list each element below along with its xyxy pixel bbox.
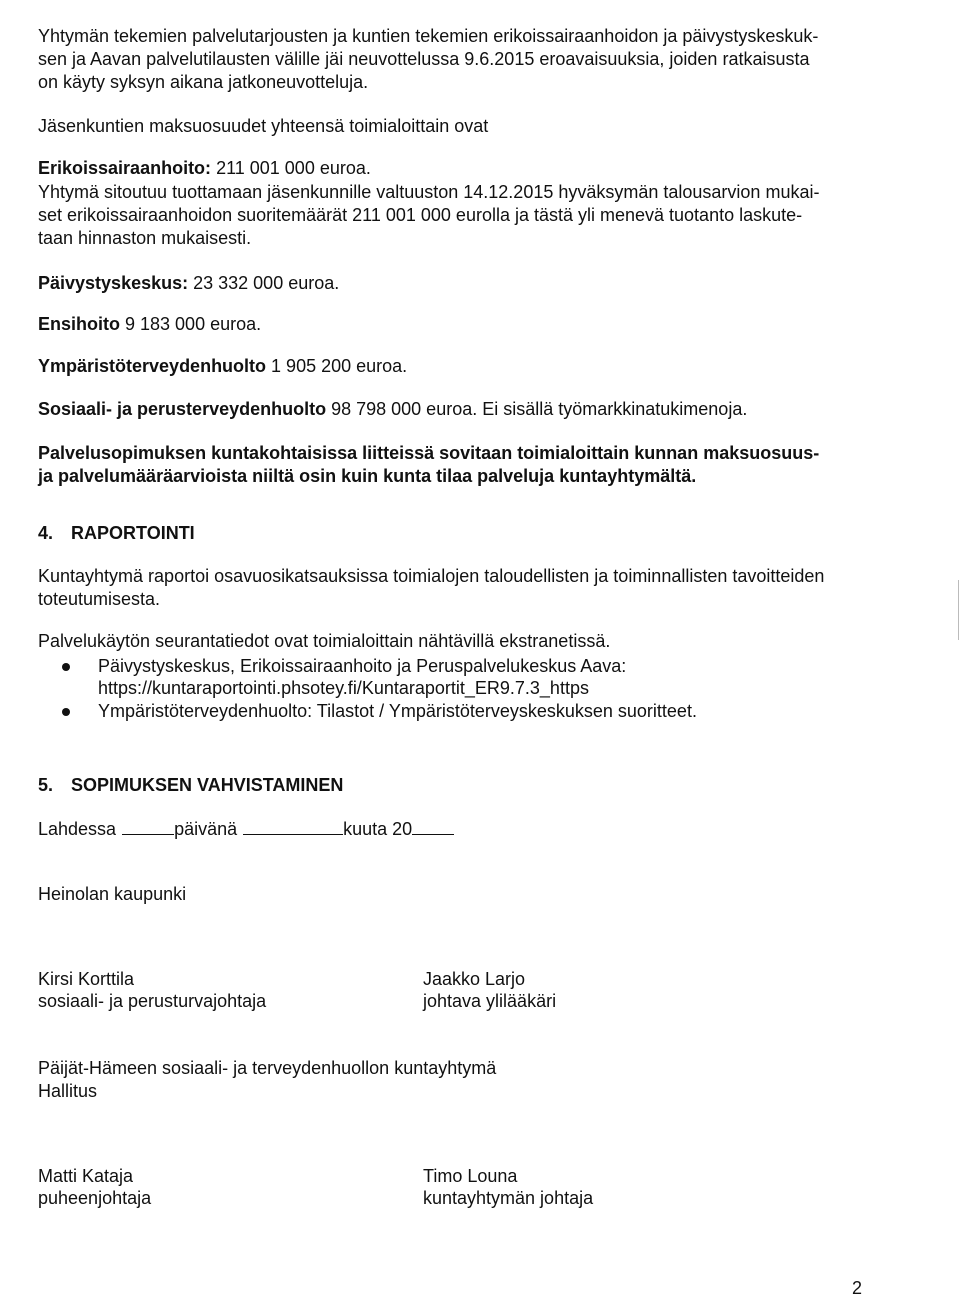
signer-name: Timo Louna xyxy=(423,1166,518,1186)
environment-label: Ympäristöterveydenhuolto xyxy=(38,356,267,376)
signer-name: Jaakko Larjo xyxy=(423,969,526,989)
section-4-title: RAPORTOINTI xyxy=(71,523,195,543)
signature-block xyxy=(423,968,556,1012)
signature-block xyxy=(38,968,266,1012)
first-aid-line xyxy=(38,313,261,335)
signer-name: Matti Kataja xyxy=(38,1166,134,1186)
service-agreement-line: ja palvelumääräarvioista niiltä osin kuin kunta tilaa palveluja kuntayhtymältä. xyxy=(38,466,697,486)
specialist-text: taan hinnaston mukaisesti. xyxy=(38,228,252,248)
bullet-icon xyxy=(62,708,70,716)
signature-block xyxy=(38,1165,151,1209)
section-4-heading xyxy=(38,522,195,544)
reporting-text: Kuntayhtymä raportoi osavuosikatsauksissa toimialojen taloudellisten ja toiminnallisten tavoitteiden xyxy=(38,566,825,586)
specialist-text: Yhtymä sitoutuu tuottamaan jäsenkunnille valtuuston 14.12.2015 hyväksymän talousarvion mukai- xyxy=(38,182,820,202)
intro-line: Yhtymän tekemien palvelutarjousten ja kuntien tekemien erikoissairaanhoidon ja päivystyskeskuk- xyxy=(38,26,819,46)
specialist-amount-line xyxy=(38,157,371,179)
signer-role: kuntayhtymän johtaja xyxy=(423,1188,594,1208)
report-link-text: https://kuntaraportointi.phsotey.fi/Kuntaraportit_ER9.7.3_https xyxy=(98,678,589,698)
day-blank xyxy=(122,818,174,835)
environment-amount: 1 905 200 euroa. xyxy=(266,356,408,376)
bullet-item-text: Päivystyskeskus, Erikoissairaanhoito ja Peruspalvelukeskus Aava: xyxy=(98,656,627,676)
month-label: kuuta 20 xyxy=(343,819,413,839)
emergency-line xyxy=(38,272,339,294)
federation-board: Hallitus xyxy=(38,1081,98,1101)
section-5-number: 5. xyxy=(38,775,54,795)
bullet-item-text: Ympäristöterveydenhuolto: Tilastot / Ympäristöterveyskeskuksen suoritteet. xyxy=(98,701,697,721)
social-amount: 98 798 000 euroa. Ei sisällä työmarkkinatukimenoja. xyxy=(326,399,748,419)
intro-line: sen ja Aavan palvelutilausten välille jäi neuvottelussa 9.6.2015 eroavaisuuksia, joiden ratkaisusta xyxy=(38,49,810,69)
bullet-icon xyxy=(62,663,70,671)
section-5-title: SOPIMUKSEN VAHVISTAMINEN xyxy=(71,775,344,795)
monitoring-text: Palvelukäytön seurantatiedot ovat toimialoittain nähtävillä ekstranetissä. xyxy=(38,631,611,651)
environment-line xyxy=(38,355,407,377)
service-agreement-line: Palvelusopimuksen kuntakohtaisissa liitteissä sovitaan toimialoittain kunnan maksuosuus- xyxy=(38,443,820,463)
year-blank xyxy=(412,818,454,835)
emergency-label: Päivystyskeskus: xyxy=(38,273,189,293)
first-aid-label: Ensihoito xyxy=(38,314,120,334)
day-label: päivänä xyxy=(174,819,238,839)
intro-line: on käyty syksyn aikana jatkoneuvotteluja. xyxy=(38,72,369,92)
signer-role: puheenjohtaja xyxy=(38,1188,152,1208)
specialist-amount: 211 001 000 euroa. xyxy=(211,158,371,178)
signer-role: johtava ylilääkäri xyxy=(423,991,557,1011)
social-line xyxy=(38,398,747,420)
first-aid-amount: 9 183 000 euroa. xyxy=(120,314,262,334)
federation-name: Päijät-Hämeen sosiaali- ja terveydenhuollon kuntayhtymä xyxy=(38,1058,497,1078)
signer-role: sosiaali- ja perusturvajohtaja xyxy=(38,991,267,1011)
scan-edge-line xyxy=(958,580,959,640)
specialist-text: set erikoissairaanhoidon suoritemäärät 211 001 000 eurolla ja tästä yli menevä tuotanto laskute- xyxy=(38,205,803,225)
section-5-heading xyxy=(38,774,343,796)
signature-block xyxy=(423,1165,593,1209)
signing-place-date xyxy=(38,818,454,840)
reporting-text: toteutumisesta. xyxy=(38,589,161,609)
signer-name: Kirsi Korttila xyxy=(38,969,135,989)
month-blank xyxy=(243,818,343,835)
section-4-number: 4. xyxy=(38,523,54,543)
place-label: Lahdessa xyxy=(38,819,117,839)
social-label: Sosiaali- ja perusterveydenhuolto xyxy=(38,399,327,419)
specialist-label: Erikoissairaanhoito: xyxy=(38,158,212,178)
page-number: 2 xyxy=(852,1278,863,1298)
contributions-heading: Jäsenkuntien maksuosuudet yhteensä toimialoittain ovat xyxy=(38,116,489,136)
emergency-amount: 23 332 000 euroa. xyxy=(188,273,340,293)
city-name: Heinolan kaupunki xyxy=(38,884,187,904)
